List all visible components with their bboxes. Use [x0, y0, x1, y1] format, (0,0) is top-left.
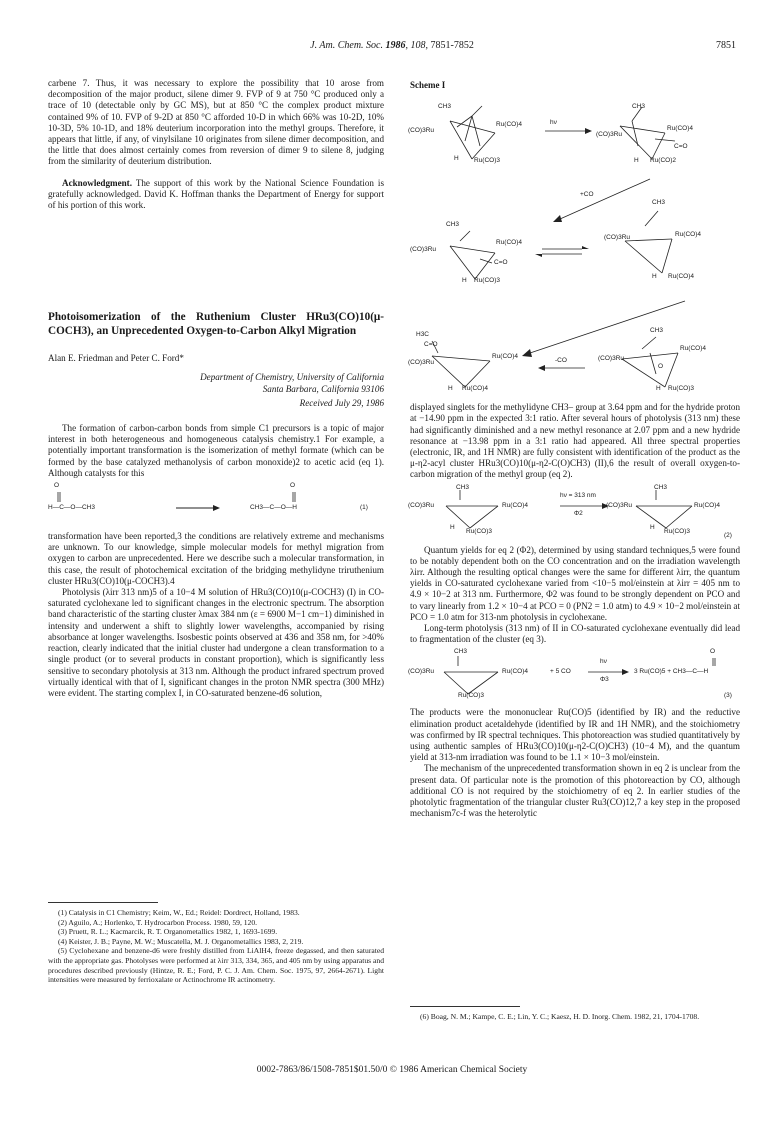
scheme-1: [410, 91, 740, 402]
equation-3: [410, 648, 740, 704]
reference-item: (5) Cyclohexane and benzene-d6 were freshly distilled from LiAlH4, freeze degassed, and then saturated with the appropriate gas. Photolyses were performed at λirr 313, 334, 365, and 405 nm by using apparatus and procedures described previously (Hintze, R. E.; Ford, P. C. J. Am. Chem. Soc. 1975, 97, 2664-2671). Light intensities were measured by ferrioxalate or Actinochrome IR actinometry.: [48, 946, 384, 985]
scheme-b-ruco2: Ru(CO)2: [650, 157, 677, 165]
acknowledgment: [48, 178, 384, 212]
equation-1: [48, 482, 384, 528]
eq2-right-h: H: [650, 523, 655, 531]
eq2-number: (2): [724, 531, 732, 539]
acknowledgment-label: Acknowledgment.: [62, 177, 132, 188]
eq3-ruco4: Ru(CO)4: [502, 668, 529, 676]
reference-item: (2) Aguilo, A.; Horlenko, T. Hydrocarbon Process. 1980, 59, 120.: [58, 917, 258, 927]
scheme-b-co: C=O: [674, 143, 688, 151]
scheme-c-ruco3: Ru(CO)3: [474, 277, 501, 285]
right-paragraph-4: The products were the mononuclear Ru(CO)5 (identified by IR) and the reductive elimination product acetaldehyde (identified by IR and 1H NMR), and the stoichiometry was confirmed by IR spectral techniques. This photoreaction was studied quantitatively by using authentic samples of HRu3(CO)10(μ-η2-C(O)CH3) (10−4 M), and the quantum yield at 313-nm irradiation was found to be 1.1 × 10−3 mol/einstein.: [410, 707, 740, 763]
journal-year: 1986: [385, 40, 406, 51]
eq2-hv: hν = 313 nm: [560, 491, 596, 499]
page-footer: 0002-7863/86/1508-7851$01.50/0 © 1986 American Chemical Society: [256, 1065, 528, 1075]
scheme-c-ch3: CH3: [446, 221, 460, 229]
scheme-b-h: H: [634, 157, 639, 165]
eq1-methyl-formate: H—C—O—CH3: [48, 504, 95, 512]
acknowledgment-text: The support of this work by the National Science Foundation is gratefully acknowledged. David K. Hoffman thanks the Department of Energy for support of his portion of this work.: [48, 177, 385, 211]
scheme-c-co3ru: (CO)3Ru: [410, 246, 437, 254]
scheme-a-co3ru: (CO)3Ru: [408, 127, 435, 135]
eq2-left-h: H: [450, 523, 455, 531]
scheme-d-co3ru: (CO)3Ru: [604, 234, 631, 242]
eq3-number: (3): [724, 692, 732, 700]
scheme-d-h: H: [652, 273, 657, 281]
eq3-co3ru: (CO)3Ru: [408, 668, 435, 676]
received-date: Received July 29, 1986: [299, 397, 384, 408]
paragraph-2: transformation have been reported,3 the conditions are relatively extreme and mechanisms are unknown. To our knowledge, simple molecular models for methyl migration from oxygen to carbon are unprecedented. Here we describe such a molecular transformation, in this case, the result of photochemical excitation of the bridging methylidyne triruthenium cluster HRu3(CO)10(μ-COCH3).4: [48, 531, 384, 586]
equation-2: [410, 484, 740, 542]
scheme-e-ruco4-b: Ru(CO)4: [462, 385, 489, 393]
reference-item: (1) Catalysis in C1 Chemistry; Keim, W., Ed.; Reidel: Dordrect, Holland, 1983.: [58, 908, 300, 917]
eq3-reagent: + 5 CO: [550, 668, 571, 676]
right-paragraph-1: displayed singlets for the methylidyne CH3– group at 3.64 ppm and for the hydride proton at −14.90 ppm in the expected 3:1 ratio. After several hours of photolysis (313 nm) these had significantly diminished and a new methyl resonance at 2.07 ppm and a new hydride resonance at −13.98 ppm in a 3:1 ratio had appeared. All three spectral properties (electronic, IR, and 1H NMR) are fully consistent with identification of the product as the μ-η2-acyl cluster HRu3(CO)10(μ-η2-C(O)CH3) (II),6 the result of overall oxygen-to-carbon migration of the methyl group (eq 2).: [410, 402, 740, 480]
scheme-d-ruco4-b: Ru(CO)4: [668, 273, 695, 281]
affiliation-line-2: Santa Barbara, California 93106: [262, 383, 384, 394]
scheme-a-h: H: [454, 155, 459, 163]
reference-item: (4) Keister, J. B.; Payne, M. W.; Muscatella, M. J. Organometallics 1983, 2, 219.: [58, 936, 304, 946]
eq2-left-ruco3: Ru(CO)3: [466, 527, 493, 535]
eq2-left-ruco4: Ru(CO)4: [502, 501, 529, 509]
eq3-hv: hν: [600, 658, 607, 666]
scheme-f-h: H: [656, 385, 661, 393]
scheme-c-ruco4: Ru(CO)4: [496, 239, 523, 247]
left-column: [48, 78, 384, 699]
eq2-right-ch3: CH3: [654, 483, 668, 491]
eq2-right-ruco4: Ru(CO)4: [694, 501, 721, 509]
footnote-rule-left: [48, 902, 158, 903]
eq3-ruco3: Ru(CO)3: [458, 692, 485, 700]
eq1-acetic-acid: CH3—C—O—H: [250, 504, 297, 512]
scheme-e-co: C=O: [424, 341, 438, 349]
scheme-d-ch3: CH3: [652, 199, 666, 207]
eq1-number: (1): [360, 504, 368, 512]
scheme-e-co3ru: (CO)3Ru: [408, 359, 435, 367]
scheme-a-ruco3: Ru(CO)3: [474, 157, 501, 165]
scheme-f-ch3: CH3: [650, 327, 664, 335]
scheme-e-h: H: [448, 385, 453, 393]
scheme-d-ruco4: Ru(CO)4: [675, 231, 702, 239]
paragraph-3: Photolysis (λirr 313 nm)5 of a 10−4 M solution of HRu3(CO)10(μ-COCH3) (I) in CO-saturated cyclohexane led to significant changes in the electronic spectrum. The absorption band characteristic of the starting cluster λmax 384 nm (ε = 6900 M−1 cm−1) diminished in intensity and underwent a shift to slightly lower wavelengths, accompanied by rising absorbance at longer wavelengths. Isosbestic points observed at 436 and 358 nm, for >40% reaction, clearly indicated that the initial cluster had undergone a clean transformation to a single product (or to several products in constant proportion), which is significantly less sensitive to secondary photolysis at 313 nm. Although the product infrared spectrum proved virtually identical with that of I, significant changes in the proton NMR spectra (300 MHz) were evident. The starting complex I, in CO-saturated benzene-d6 solution,: [48, 587, 384, 698]
intro-paragraph: The formation of carbon-carbon bonds from simple C1 precursors is a topic of major interest in both heterogeneous and homogeneous catalysis chemistry.1 For example, a potentially important transformation is the isomerization of methyl formate (which can be formed by the base catalyzed methanolysis of carbon monoxide)2 to acetic acid (eq 1). Although catalysts for this: [48, 423, 384, 478]
eq2-left-co3ru: (CO)3Ru: [408, 501, 435, 509]
scheme-b-co3ru: (CO)3Ru: [596, 131, 623, 139]
running-header: J. Am. Chem. Soc. 1986, 108, 7851-7852: [310, 40, 474, 51]
right-references: [410, 1012, 740, 1022]
footnote-rule-right: [410, 1006, 520, 1007]
right-column: [410, 80, 740, 819]
right-paragraph-2: Quantum yields for eq 2 (Φ2), determined by using standard techniques,5 were found to be notably dependent both on the CO concentration and on the irradiation wavelength λirr. Although the resulting optical changes were the same for different λirr, the quantum yields in CO-saturated cyclohexane varied from <10−5 mol/einstein at λirr = 405 nm to 4.9 × 10−2 at 313 nm. Furthermore, Φ2 was found to be strongly dependent on PCO and to vary linearly from 1.2 × 10−4 at PCO = 0 (PN2 = 1.0 atm) to 4.9 × 10−2 mol/einstein at PCO = 1.0 atm for 313-nm photolysis in cyclohexane.: [410, 544, 740, 622]
scheme-plus-co: +CO: [580, 191, 594, 199]
scheme-b-ch3: CH3: [632, 103, 646, 111]
eq1-carbonyl-o-left: O: [54, 482, 60, 490]
scheme-e-ruco4: Ru(CO)4: [492, 353, 519, 361]
scheme-a-ruco4: Ru(CO)4: [496, 121, 523, 129]
scheme-f-ruco4: Ru(CO)4: [680, 345, 707, 353]
right-paragraph-5: The mechanism of the unprecedented transformation shown in eq 2 is unclear from the present data. Of particular note is the promotion of this photoreaction by CO, although additional CO is not required by the stoichiometry of eq 2. In earlier studies of the photolytic fragmentation of the triangular cluster Ru3(CO)12,7 a key step in the proposed mechanism7c-f was the heterolytic: [410, 763, 740, 819]
affiliation-line-1: Department of Chemistry, University of California: [200, 372, 384, 383]
scheme-label: Scheme I: [410, 80, 446, 90]
scheme-e-h3c: H3C: [416, 331, 430, 339]
eq2-right-ruco3: Ru(CO)3: [664, 527, 691, 535]
eq1-carbonyl-o-right: O: [290, 482, 296, 490]
scheme-b-ruco4: Ru(CO)4: [667, 125, 694, 133]
scheme-minus-co: -CO: [555, 357, 567, 365]
eq3-ch3: CH3: [454, 648, 468, 656]
right-paragraph-3: Long-term photolysis (313 nm) of II in CO-saturated cyclohexane eventually did lead to fragmentation of the cluster (eq 3).: [410, 623, 740, 645]
eq3-o: O: [710, 648, 716, 656]
journal-name: J. Am. Chem. Soc.: [310, 40, 383, 51]
scheme-a-ch3: CH3: [438, 103, 452, 111]
reference-item: (6) Boag, N. M.; Kampe, C. E.; Lin, Y. C.; Kaesz, H. D. Inorg. Chem. 1982, 21, 1704-1708.: [420, 1012, 700, 1021]
scheme-f-ruco3: Ru(CO)3: [668, 385, 695, 393]
eq2-right-co3ru: (CO)3Ru: [606, 501, 633, 509]
article-title: Photoisomerization of the Ruthenium Cluster HRu3(CO)10(μ-COCH3), an Unprecedented Oxygen-to-Carbon Alkyl Migration: [48, 311, 384, 337]
journal-volume: 108: [410, 40, 426, 51]
authors: Alan E. Friedman and Peter C. Ford*: [48, 353, 184, 364]
previous-article-paragraph: carbene 7. Thus, it was necessary to explore the possibility that 10 arose from decomposition of the major product, silene dimer 9. FVP of 9 at 750 °C produced only a trace of 10 (detectable only by GC MS), but at 850 °C the complex product mixture contained 9% of 10. FVP of 9-2D at 850 °C afforded 10-D in which 66% was 10-2D, 10% 10-3D, 5% 10-1D, and 18% deuterium incorporation into the methyl groups. Therefore, it appears that little, if any, of vinylsilane 10 originates from silene dimer decomposition, and the little that does almost certainly comes from reversion of dimer 9 to silene 8, judging from the similarity of deuterium distribution.: [48, 78, 384, 167]
scheme-1-graphics: [410, 91, 740, 402]
eq3-phi3: Φ3: [600, 676, 609, 684]
scheme-hv: hν: [550, 119, 557, 127]
reference-item: (3) Pruett, R. L.; Kacmarcik, R. T. Organometallics 1982, 1, 1693-1699.: [58, 927, 278, 937]
left-references: [48, 908, 384, 985]
eq2-phi2: Φ2: [574, 509, 583, 517]
scheme-c-co: C=O: [494, 259, 508, 267]
page-number: 7851: [716, 40, 736, 51]
journal-pages: 7851-7852: [430, 40, 474, 51]
eq2-left-ch3: CH3: [456, 483, 470, 491]
scheme-c-h: H: [462, 277, 467, 285]
eq1-graphics: [48, 482, 384, 528]
scheme-f-o: O: [658, 363, 664, 371]
scheme-f-co3ru: (CO)3Ru: [598, 355, 625, 363]
eq3-products: 3 Ru(CO)5 + CH3—C—H: [634, 668, 709, 676]
